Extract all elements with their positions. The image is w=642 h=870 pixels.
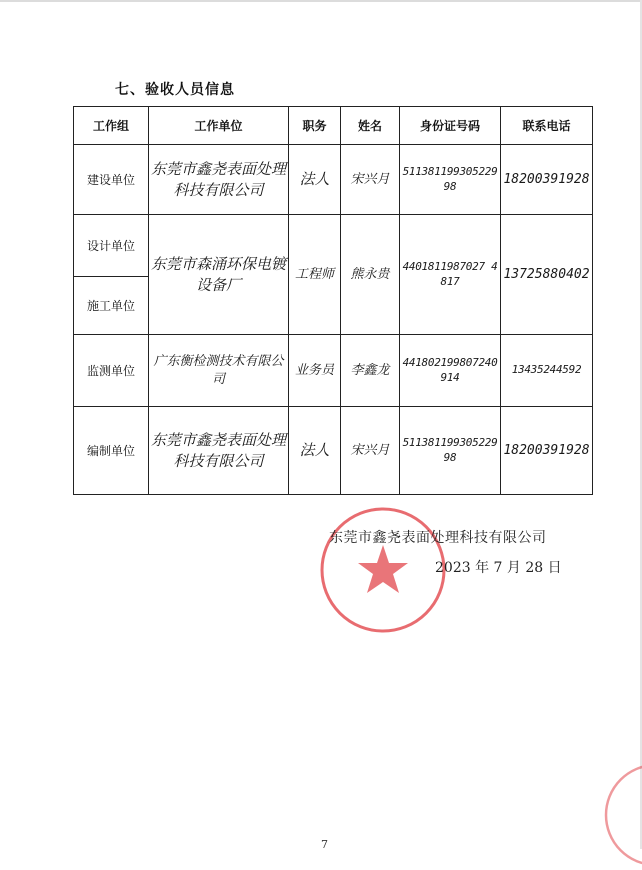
table-row [74,335,593,407]
id-number-cell: 441802199807240914 [400,335,501,407]
group-cell: 设计单位 [74,215,149,277]
unit-cell: 东莞市森涌环保电镀设备厂 [149,215,289,335]
table-header-row [74,107,593,145]
phone-cell: 13725880402 [501,215,593,335]
seal-star-icon [358,545,408,593]
acceptance-personnel-table [73,106,593,495]
header-id-number: 身份证号码 [400,107,501,145]
header-unit: 工作单位 [149,107,289,145]
group-cell: 施工单位 [74,277,149,335]
company-seal [318,505,448,635]
name-cell: 宋兴月 [341,145,400,215]
header-position: 职务 [289,107,341,145]
partial-seal-icon [598,760,642,870]
position-cell: 法人 [289,407,341,495]
phone-cell: 18200391928 [501,407,593,495]
unit-cell: 东莞市鑫尧表面处理科技有限公司 [149,407,289,495]
footer-company: 东莞市鑫尧表面处理科技有限公司 [329,530,547,546]
id-number-cell: 4401811987027 4817 [400,215,501,335]
header-name: 姓名 [341,107,400,145]
group-cell: 监测单位 [74,335,149,407]
header-phone: 联系电话 [501,107,593,145]
group-cell: 编制单位 [74,407,149,495]
position-cell: 工程师 [289,215,341,335]
table-row [74,215,593,277]
name-cell: 熊永贵 [341,215,400,335]
position-cell: 法人 [289,145,341,215]
footer-date: 2023 年 7 月 28 日 [435,560,562,576]
unit-cell: 东莞市鑫尧表面处理科技有限公司 [149,145,289,215]
page-number: 7 [321,838,328,851]
phone-cell: 13435244592 [501,335,593,407]
phone-cell: 18200391928 [501,145,593,215]
section-title: 七、验收人员信息 [115,82,235,98]
id-number-cell: 51138119930522998 [400,407,501,495]
header-group: 工作组 [74,107,149,145]
table-row [74,407,593,495]
name-cell: 宋兴月 [341,407,400,495]
group-cell: 建设单位 [74,145,149,215]
position-cell: 业务员 [289,335,341,407]
id-number-cell: 51138119930522998 [400,145,501,215]
name-cell: 李鑫龙 [341,335,400,407]
table-row [74,145,593,215]
page-top-edge [0,0,642,2]
unit-cell: 广东衡检测技术有限公司 [149,335,289,407]
